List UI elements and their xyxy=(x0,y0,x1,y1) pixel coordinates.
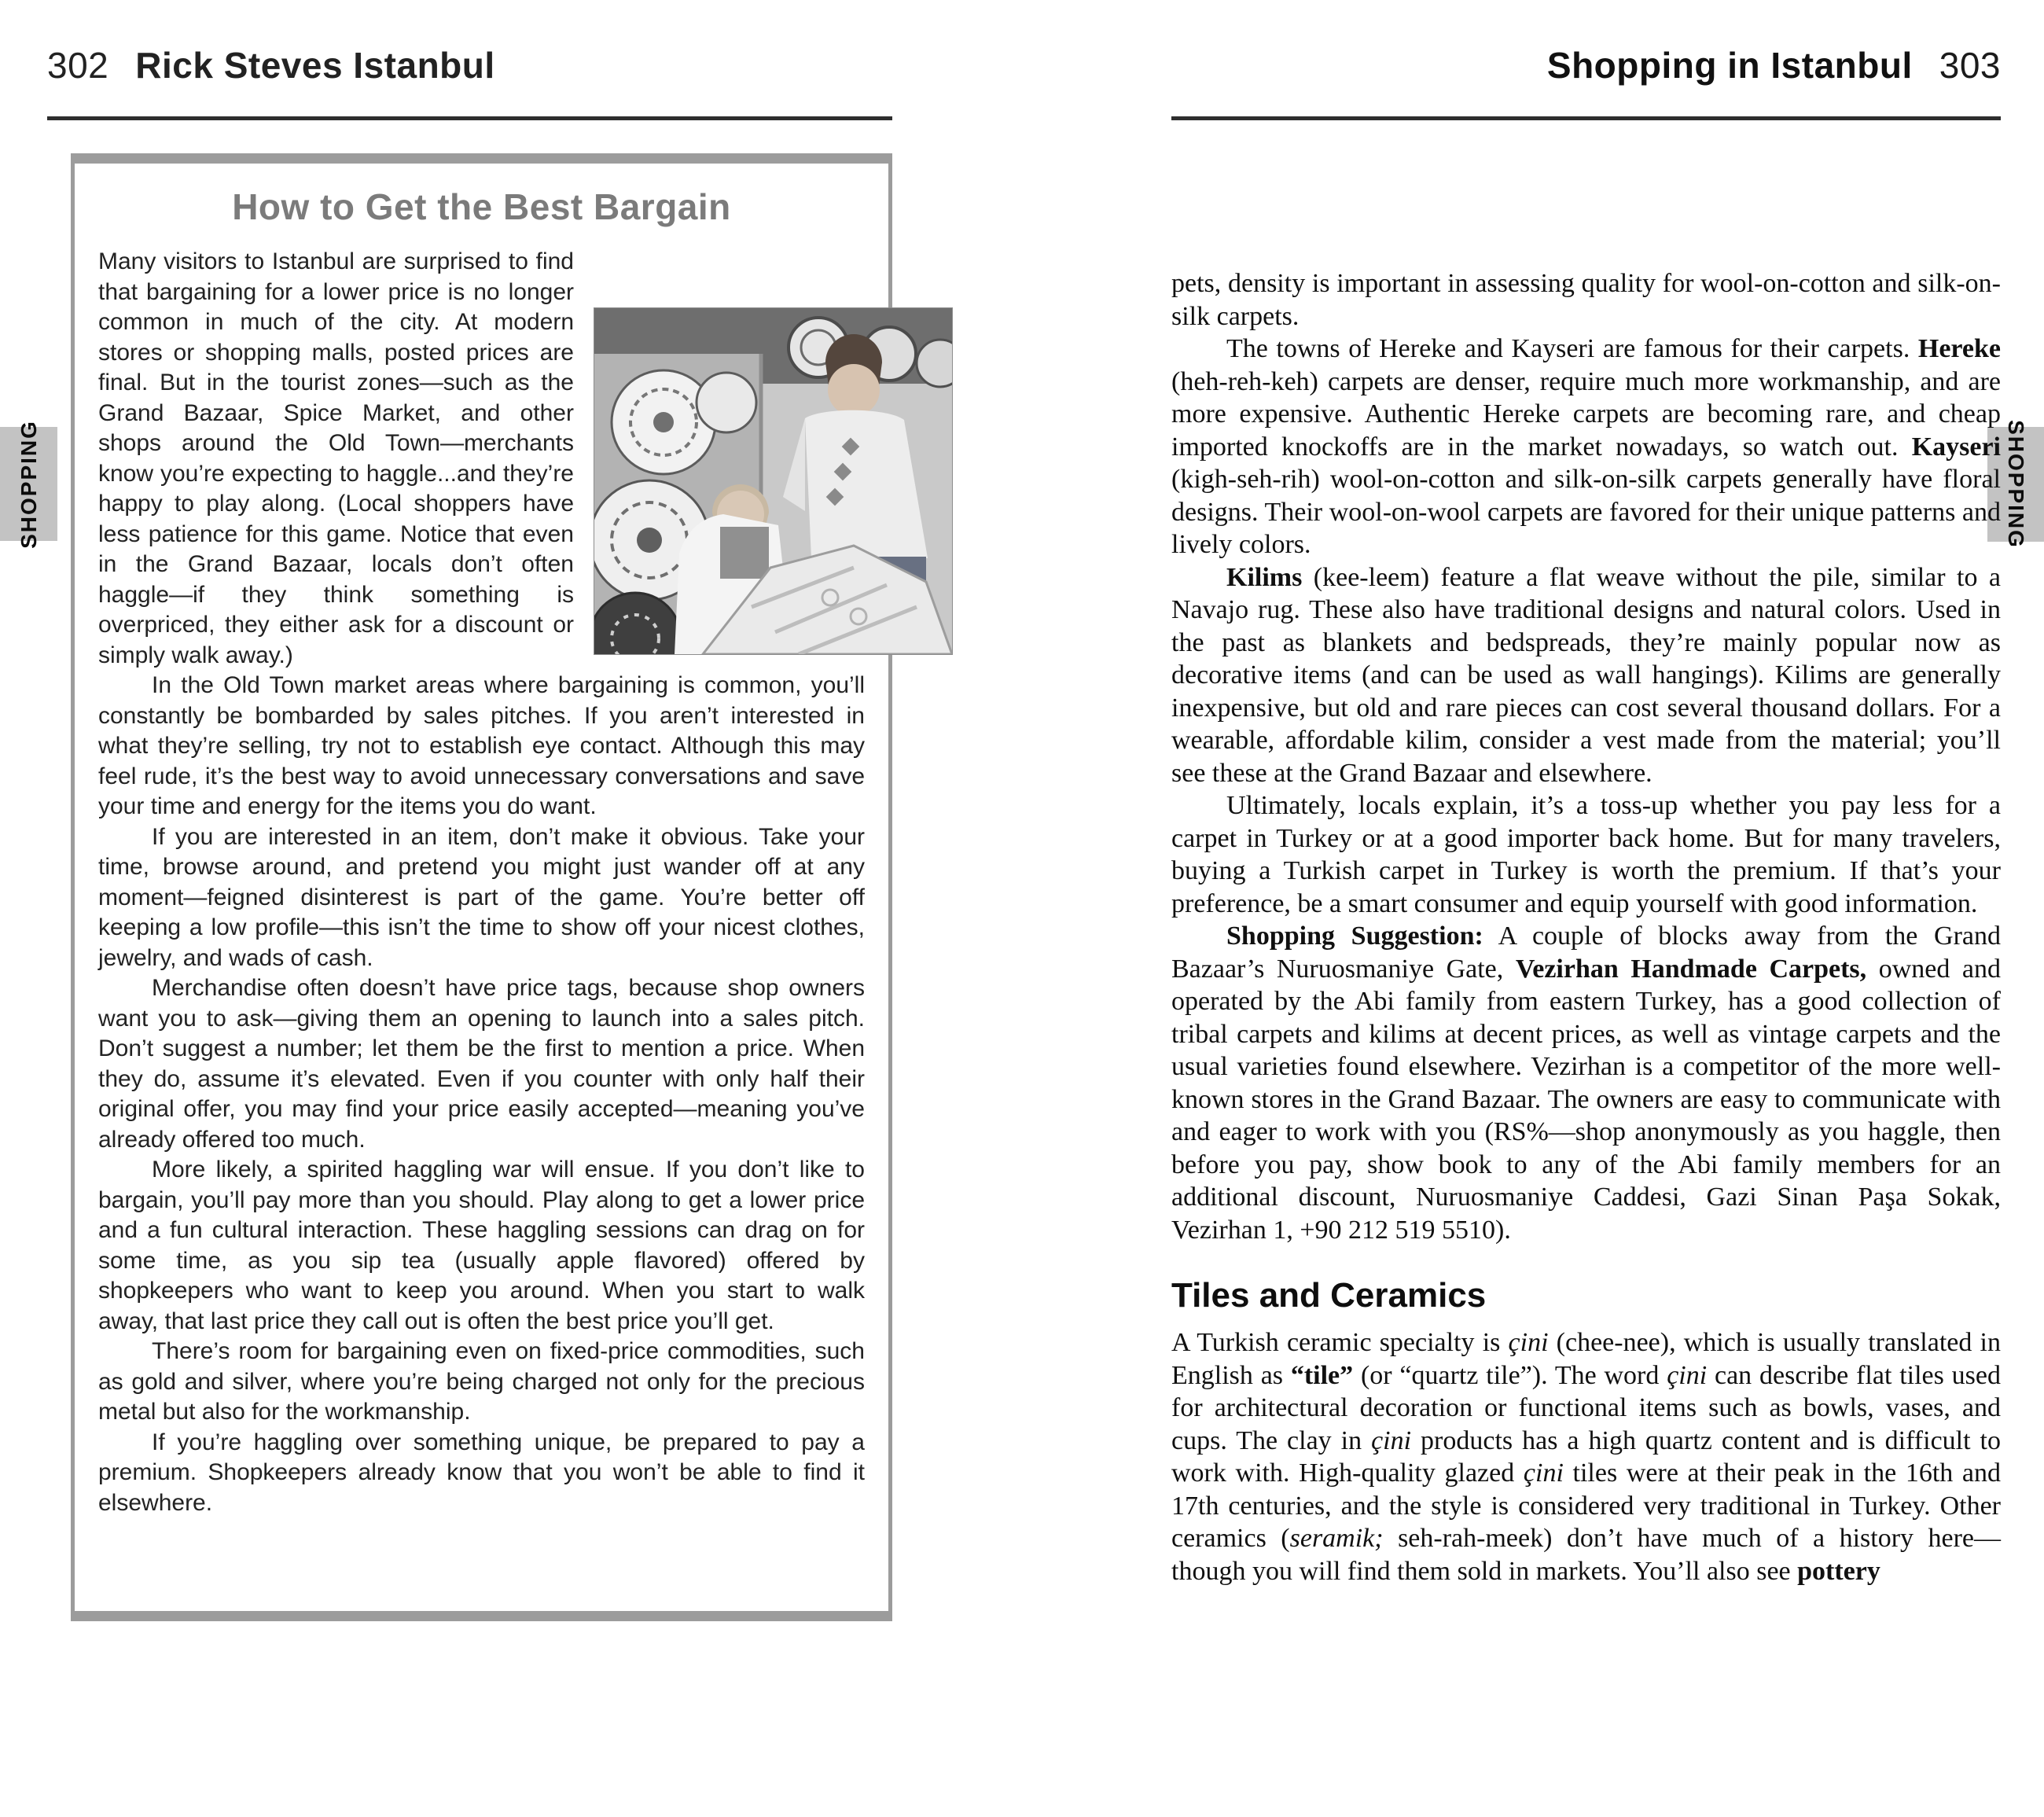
tiles-and-ceramics-heading: Tiles and Ceramics xyxy=(1171,1276,1487,1315)
body-paragraph: Ultimately, locals explain, it’s a toss-up whether you pay less for a carpet in Turkey or at a good importer back home. But for many travelers, buying a Turkish carpet in Turkey is worth the premium. If that’s your preference, be a smart consumer and equip yourself with good information. xyxy=(1171,791,2001,918)
right-page-number: 303 xyxy=(1939,45,2001,86)
right-page-body xyxy=(1171,267,2001,1587)
body-paragraph: The towns of Hereke and Kayseri are famous for their carpets. Hereke (heh-reh-keh) carpets are denser, require much more workmanship, and are more expensive. Authentic Hereke carpets are becoming rare, and cheap imported knockoffs are in the market nowadays, so watch out. Kayseri (kigh-seh-rih) wool-on-cotton and silk-on-silk carpets generally have floral designs. Their wool-on-wool carpets are favored for their unique patterns and lively colors. xyxy=(1171,334,2001,559)
right-running-head xyxy=(1547,44,2001,86)
left-running-head xyxy=(47,44,495,86)
sidebar-paragraph: If you are interested in an item, don’t make it obvious. Take your time, browse around, and pretend you might just wander off at any moment—feigned disinterest is part of the game. You’re better off keeping a low profile—this isn’t the time to show off your nicest clothes, jewelry, and wads of cash. xyxy=(98,823,865,971)
sidebar-paragraph: There’s room for bargaining even on fixed-price commodities, such as gold and silver, where you’re being charged not only for the precious metal but also for the workmanship. xyxy=(98,1338,865,1425)
body-paragraph: Shopping Suggestion: A couple of blocks away from the Grand Bazaar’s Nuruosmaniye Gate, Vezirhan Handmade Carpets, owned and operated by the Abi family from eastern Turkey, has a good collection of tribal carpets and kilims at decent prices, as well as vintage carpets and the usual varieties found elsewhere. Vezirhan is a competitor of the more well-known stores in the Grand Bazaar. The owners are easy to communicate with and eager to work with you (RS%—shop anonymously as you haggle, then before you pay, show book to any of the Abi family members for an additional discount, Nuruosmaniye Caddesi, Gazi Sinan Paşa Sokak, Vezirhan 1, +90 212 519 5510). xyxy=(1171,921,2001,1245)
shopping-margin-tab-left xyxy=(0,419,57,549)
right-running-head-title: Shopping in Istanbul xyxy=(1546,45,1913,86)
sidebar-paragraph: If you’re haggling over something unique, be prepared to pay a premium. Shopkeepers already know that you won’t be able to find it elsewhere. xyxy=(98,1429,865,1516)
carpet-shop-photo-graphic xyxy=(594,308,952,654)
sidebar-paragraph: Many visitors to Istanbul are surprised to find that bargaining for a lower price is no longer common in much of the city. At modern stores or shopping malls, posted prices are final. But in the tourist zones—such as the Grand Bazaar, Spice Market, and other shops around the Old Town—merchants know you’re expecting to haggle...and they’re happy to play along. (Local shoppers have less patience for this game. Notice that even in the Grand Bazaar, locals don’t often haggle—if they think something is overpriced, they either ask for a discount or simply walk away.) xyxy=(98,248,574,668)
body-paragraph: A Turkish ceramic specialty is çini (chee-nee), which is usually translated in English as “tile” (or “quartz tile”). The word çini can describe flat tiles used for architectural decoration or functional items such as bowls, vases, and cups. The clay in çini products has a high quartz content and is difficult to work with. High-quality glazed çini tiles were at their peak in the 16th and 17th centuries, and the style is considered very traditional in Turkey. Other ceramics (seramik; seh-rah-meek) don’t have much of a history here—though you will find them sold in markets. You’ll also see pottery xyxy=(1171,1328,2002,1586)
left-page-number: 302 xyxy=(47,45,109,86)
bargain-box-body xyxy=(98,247,865,1518)
sidebar-paragraph: More likely, a spirited haggling war will ensue. If you don’t like to bargain, you’ll pay more than you should. Play along to get a lower price and a fun cultural interaction. These haggling sessions can drag on for some time, as you sip tea (usually apple flavored) offered by shopkeepers who want to keep you around. When you start to walk away, that last price they call out is often the best price you’ll get. xyxy=(98,1157,865,1334)
shopping-margin-tab-left-label: SHOPPING xyxy=(16,419,41,549)
body-paragraph: Kilims (kee-leem) feature a flat weave without the pile, similar to a Navajo rug. These also have traditional designs and natural colors. Used in the past as blankets and bedspreads, they’re mainly popular now as decorative items (and can be used as wall hangings). Kilims are generally inexpensive, but old and rare pieces can cost several thousand dollars. For a wearable, affordable kilim, consider a vest made from the material; you’ll see these at the Grand Bazaar and elsewhere. xyxy=(1171,562,2001,788)
bargain-box-title: How to Get the Best Bargain xyxy=(232,186,731,227)
sidebar-paragraph: Merchandise often doesn’t have price tags, because shop owners want you to ask—giving them an opening to launch into a sales pitch. Don’t suggest a number; let them be the first to mention a price. When they do, assume it’s elevated. Even if you counter with only half their original offer, you may find your price easily accepted—meaning you’ve already offered too much. xyxy=(98,975,865,1153)
left-header-rule xyxy=(47,116,892,120)
sidebar-paragraph: In the Old Town market areas where bargaining is common, you’ll constantly be bombarded by sales pitches. If you aren’t interested in what they’re selling, try not to establish eye contact. Although this may feel rude, it’s the best way to avoid unnecessary conversations and save your time and energy for the items you do want. xyxy=(98,672,865,819)
shopping-margin-tab-right-label: SHOPPING xyxy=(2004,420,2028,549)
bargain-sidebar-box xyxy=(71,153,892,1621)
body-paragraph: pets, density is important in assessing quality for wool-on-cotton and silk-on-silk carpets. xyxy=(1171,269,2001,331)
carpet-shop-photo xyxy=(594,308,952,654)
right-header-rule xyxy=(1171,116,2001,120)
left-running-head-title: Rick Steves Istanbul xyxy=(135,45,495,86)
